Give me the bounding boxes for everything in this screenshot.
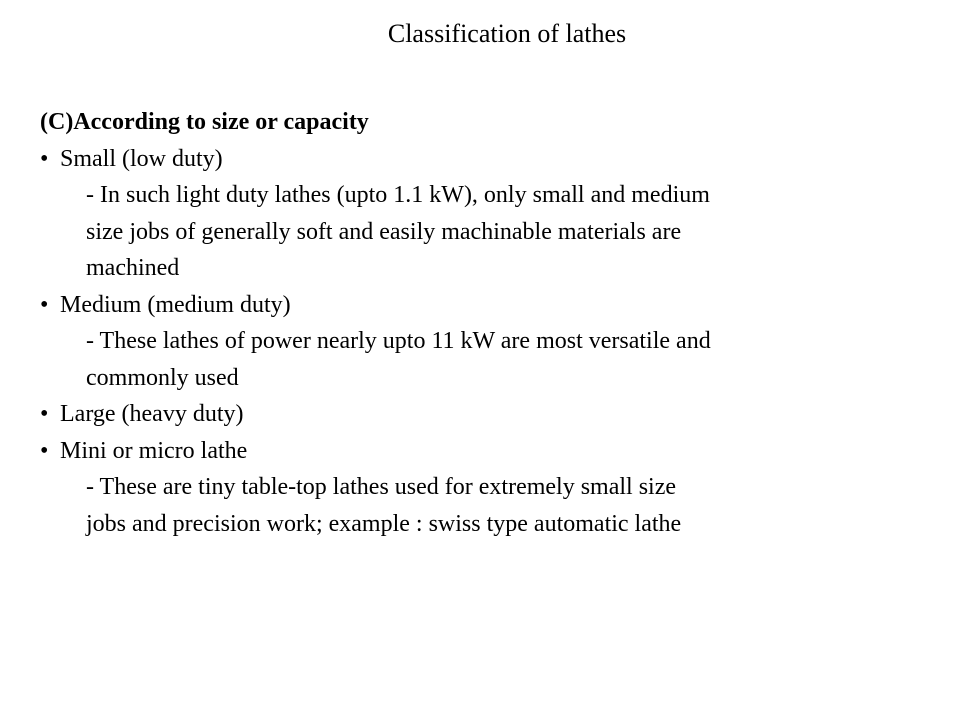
description-line: - These are tiny table-top lathes used for extremely small size — [86, 474, 677, 500]
bullet-label: Medium (medium duty) — [60, 291, 291, 318]
bullet-item-small — [40, 141, 940, 178]
bullet-description-small — [40, 177, 940, 287]
section-heading: (C)According to size or capacity — [40, 109, 369, 135]
description-line: jobs and precision work; example : swiss type automatic lathe — [86, 510, 682, 537]
bullet-marker: • — [40, 437, 49, 464]
description-line: size jobs of generally soft and easily machinable materials are — [86, 218, 682, 245]
slide-title: Classification of lathes — [387, 19, 627, 48]
bullet-description-mini — [40, 469, 940, 542]
bullet-marker: • — [40, 291, 49, 318]
bullet-marker: • — [40, 145, 49, 172]
bullet-item-mini — [40, 433, 940, 470]
bullet-item-large — [40, 396, 940, 433]
bullet-label: Small (low duty) — [60, 145, 223, 172]
bullet-label: Large (heavy duty) — [60, 401, 244, 427]
bullet-marker: • — [40, 401, 49, 427]
bullet-label: Mini or micro lathe — [60, 437, 248, 464]
bullet-description-medium — [40, 323, 940, 396]
description-line: commonly used — [86, 364, 239, 391]
bullet-item-medium — [40, 287, 940, 324]
description-line: - These lathes of power nearly upto 11 kW are most versatile and — [86, 328, 711, 354]
slide-content — [40, 104, 940, 542]
description-line: - In such light duty lathes (upto 1.1 kW), only small and medium — [86, 182, 710, 208]
description-line: machined — [86, 255, 180, 281]
